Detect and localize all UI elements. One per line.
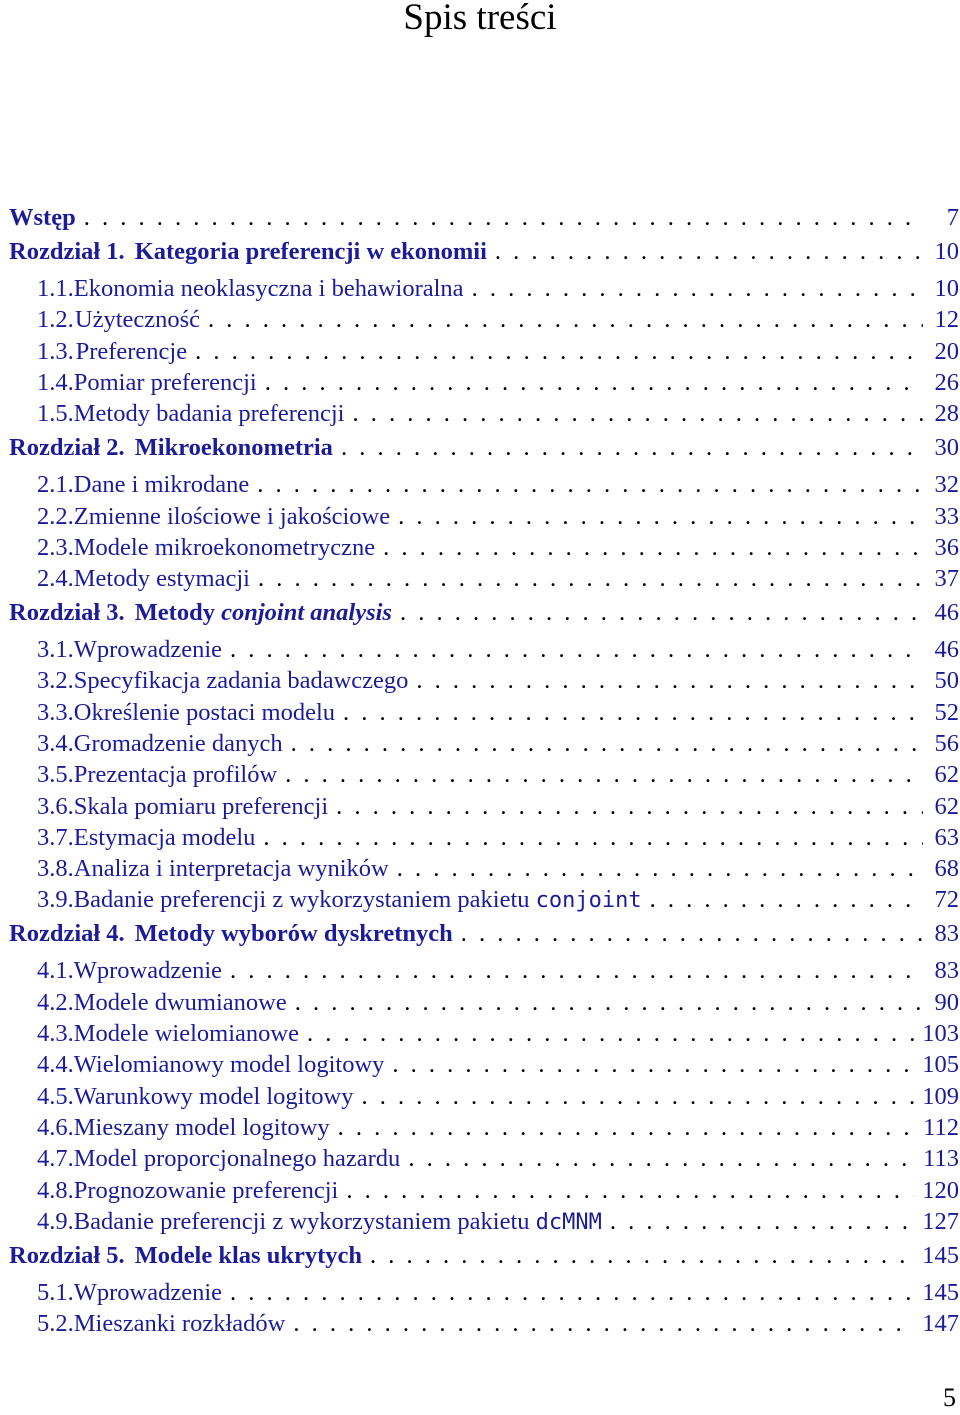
toc-entry-number: 2.2. [37,503,74,530]
toc-entry-number: 3.9. [37,886,74,913]
toc-page-number: 10 [934,238,959,265]
toc-entry-title-text: Mieszany model logitowy [73,1114,330,1141]
toc-entry-title-text: Pomiar preferencji [73,369,257,396]
toc-entry-title [74,1143,401,1174]
toc-entry-title-text: Określenie postaci modelu [73,699,336,726]
toc-page-number: 10 [934,275,959,302]
dot-leader [195,336,923,367]
toc-entry-title-text: Wprowadzenie [73,957,223,984]
toc-section-link[interactable] [9,987,959,1018]
toc-entry-number: 3.7. [37,824,74,851]
toc-section-link[interactable] [9,665,959,696]
toc-entry-title [74,987,287,1018]
toc-entry-title [74,1206,602,1238]
toc-page-number: 68 [934,855,959,882]
toc-entry-number: 4.2. [37,989,74,1016]
toc-entry-number: 2.3. [37,534,74,561]
toc-entry-title-text: Preferencje [75,338,188,365]
toc-entry-title-text: Kategoria preferencji w ekonomii [134,238,487,265]
toc-entry-title [74,501,390,532]
toc-section-link[interactable] [9,304,959,335]
toc-entry-number: 1.2. [37,306,74,333]
toc-entry-title [74,1112,330,1143]
toc-page-number: 127 [922,1208,959,1235]
toc-entry-title [135,432,333,463]
toc-section-link[interactable] [9,469,959,500]
dot-leader [408,1143,915,1174]
toc-entry-number: Rozdział 5. [9,1242,125,1269]
dot-leader [291,728,923,759]
toc-entry-title-code: dcMNM [535,1210,602,1235]
toc-entry-title [135,597,392,628]
dot-leader [338,1112,916,1143]
toc-entry-number: Rozdział 2. [9,434,125,461]
dot-leader [610,1206,914,1237]
toc-entry-title [74,665,409,696]
toc-entry-title-text: Prognozowanie preferencji [73,1177,339,1204]
toc-entry-title-text: Modele klas ukrytych [134,1242,362,1269]
toc-page-number: 63 [934,824,959,851]
dot-leader [472,273,923,304]
toc-entry-number: 4.7. [37,1145,74,1172]
toc-entry-number: 4.3. [37,1020,74,1047]
toc-entry-title [74,791,328,822]
toc-page-number: 50 [934,667,959,694]
toc-entry-title [74,1308,286,1339]
toc-entry-number: 4.8. [37,1177,74,1204]
dot-leader [400,597,923,628]
toc-entry-title-text: Mieszanki rozkładów [73,1310,286,1337]
toc-entry-title-text: Skala pomiaru preferencji [73,793,329,820]
toc-page-number: 113 [923,1145,959,1172]
dot-leader [461,918,923,949]
toc-entry-number: 4.1. [37,957,74,984]
dot-leader [495,236,923,267]
toc-section-link[interactable] [9,273,959,304]
toc-entry-title-text: Dane i mikrodane [73,471,250,498]
toc-entry-number: 3.5. [37,761,74,788]
dot-leader [362,1081,915,1112]
toc-entry-title [74,1277,222,1308]
toc-entry-title [75,304,200,335]
toc-entry-title-code: conjoint [535,888,642,913]
toc-entry-title [74,367,257,398]
toc-entry-title [74,884,642,916]
toc-section-link[interactable] [9,398,959,429]
toc-page-number: 112 [923,1114,959,1141]
toc-entry-number: 5.2. [37,1310,74,1337]
toc-page-number: 62 [934,793,959,820]
toc-entry-title-text: Wprowadzenie [73,636,223,663]
toc-entry-number: 3.8. [37,855,74,882]
toc-entry-title-text: Metody [134,599,222,626]
toc-page-number: 33 [934,503,959,530]
toc-page-number: 145 [922,1279,959,1306]
toc-section-link[interactable] [9,759,959,790]
page-number: 5 [943,1383,956,1412]
toc-section-link[interactable] [9,1175,959,1206]
toc-entry-title [74,697,335,728]
toc-section-link[interactable] [9,634,959,665]
toc-entry-number: 3.1. [37,636,74,663]
toc-entry-title-text: Modele mikroekonometryczne [73,534,376,561]
toc-entry-number: 1.1. [37,275,74,302]
toc-entry-number: 3.2. [37,667,74,694]
toc-entry-title-text: Estymacja modelu [73,824,256,851]
dot-leader [285,759,923,790]
toc-page-number: 147 [922,1310,959,1337]
toc-entry-title [9,202,76,233]
toc-section-link[interactable] [9,532,959,563]
dot-leader [397,853,923,884]
dot-leader [398,501,923,532]
toc-chapter-link[interactable] [9,202,959,233]
toc-page-number: 83 [934,957,959,984]
toc-page-number: 28 [934,400,959,427]
toc-entry-title-text: Użyteczność [74,306,201,333]
toc-entry-number: 1.3. [37,338,74,365]
toc-entry-number: Rozdział 4. [9,920,125,947]
toc-section-link[interactable] [9,728,959,759]
toc-chapter-link[interactable] [9,597,959,628]
toc-entry-title [74,1081,354,1112]
toc-section-link[interactable] [9,367,959,398]
toc-entry-title-text: Analiza i interpretacja wyników [73,855,389,882]
dot-leader [370,1240,914,1271]
toc-entry-title [74,728,283,759]
toc-section-link[interactable] [9,563,959,594]
toc-page-number: 109 [922,1083,959,1110]
toc-entry-title-text: Metody estymacji [73,565,250,592]
toc-entry-number: 5.1. [37,1279,74,1306]
dot-leader [343,697,923,728]
toc-section-link[interactable] [9,1018,959,1049]
dot-leader [230,634,923,665]
toc-page-number: 20 [934,338,959,365]
toc-entry-title-text: Wstęp [9,204,76,231]
toc-entry-title [74,1049,385,1080]
toc-entry-title [74,759,277,790]
toc-page-number: 46 [934,636,959,663]
toc-entry-title-text: Modele dwumianowe [73,989,287,1016]
dot-leader [650,884,923,915]
toc-page-number: 83 [934,920,959,947]
toc-page-number: 56 [934,730,959,757]
toc-page-number: 30 [934,434,959,461]
toc-entry-title-italic: conjoint analysis [221,599,392,626]
toc-section-link[interactable] [9,501,959,532]
dot-leader [383,532,923,563]
toc-entry-title [74,822,256,853]
toc-section-link[interactable] [9,884,959,915]
dot-leader [392,1049,914,1080]
toc-entry-number: Rozdział 3. [9,599,125,626]
toc-entry-number: 4.9. [37,1208,74,1235]
dot-leader [230,1277,914,1308]
dot-leader [293,1308,914,1339]
toc-entry-title-text: Specyfikacja zadania badawczego [73,667,409,694]
toc-page-number: 103 [922,1020,959,1047]
toc-entry-number: 4.4. [37,1051,74,1078]
toc-section-link[interactable] [9,1308,959,1339]
toc-page-number: 46 [934,599,959,626]
toc-chapter-link[interactable] [9,918,959,949]
dot-leader [307,1018,914,1049]
toc-section-link[interactable] [9,853,959,884]
toc-entry-title-text: Metody wyborów dyskretnych [134,920,453,947]
toc-section-link[interactable] [9,1277,959,1308]
toc-entry-title [135,236,487,267]
toc-section-link[interactable] [9,1081,959,1112]
toc-page-number: 90 [934,989,959,1016]
toc-entry-title [74,273,464,304]
toc-entry-title-text: Wprowadzenie [73,1279,223,1306]
toc-entry-title-text: Badanie preferencji z wykorzystaniem pakietu [73,886,536,913]
toc-entry-number: 3.4. [37,730,74,757]
toc-section-link[interactable] [9,1143,959,1174]
toc-page-number: 105 [922,1051,959,1078]
toc-section-link[interactable] [9,822,959,853]
toc-page-number: 37 [934,565,959,592]
dot-leader [257,469,923,500]
toc-page-number: 32 [934,471,959,498]
toc-section-link[interactable] [9,1206,959,1237]
toc-entry-title-text: Wielomianowy model logitowy [73,1051,385,1078]
toc-entry-title [74,1175,339,1206]
toc-entry-title [74,469,250,500]
toc-entry-title-text: Prezentacja profilów [73,761,278,788]
toc-entry-title-text: Zmienne ilościowe i jakościowe [73,503,391,530]
toc-entry-number: 2.1. [37,471,74,498]
toc-entry-title [76,336,188,367]
toc-entry-title [74,563,250,594]
page-title: Spis treści [403,0,557,38]
toc-chapter-link[interactable] [9,236,959,267]
toc-section-link[interactable] [9,1112,959,1143]
toc-entry-title-text: Gromadzenie danych [73,730,283,757]
toc-entry-title-text: Mikroekonometria [134,434,333,461]
toc-page-number: 120 [922,1177,959,1204]
toc-entry-number: 1.4. [37,369,74,396]
dot-leader [208,304,923,335]
toc-chapter-link[interactable] [9,1240,959,1271]
toc-page-number: 36 [934,534,959,561]
toc-entry-title-text: Metody badania preferencji [73,400,345,427]
toc-entry-number: 3.3. [37,699,74,726]
toc-page-number: 52 [934,699,959,726]
dot-leader [341,432,923,463]
toc-section-link[interactable] [9,955,959,986]
toc-entry-title-text: Ekonomia neoklasyczna i behawioralna [73,275,464,302]
toc-entry-title [74,634,222,665]
toc-entry-number: 4.6. [37,1114,74,1141]
toc-page-number: 7 [946,204,959,231]
toc-entry-title-text: Model proporcjonalnego hazardu [73,1145,401,1172]
toc-section-link[interactable] [9,336,959,367]
toc-section-link[interactable] [9,697,959,728]
toc-entry-title-text: Modele wielomianowe [73,1020,299,1047]
toc-entry-title-text: Badanie preferencji z wykorzystaniem pakietu [73,1208,536,1235]
toc-page-number: 145 [922,1242,959,1269]
toc-section-link[interactable] [9,1049,959,1080]
dot-leader [352,398,923,429]
toc-entry-title [74,532,375,563]
dot-leader [295,987,923,1018]
toc-entry-title [135,918,453,949]
toc-chapter-link[interactable] [9,432,959,463]
toc-page-number: 26 [934,369,959,396]
toc-page-number: 72 [934,886,959,913]
toc-entry-number: 1.5. [37,400,74,427]
dot-leader [263,822,923,853]
toc-entry-number: 2.4. [37,565,74,592]
toc-page-number: 62 [934,761,959,788]
dot-leader [416,665,923,696]
toc-page-number: 12 [934,306,959,333]
toc-entry-title [74,1018,299,1049]
dot-leader [346,1175,914,1206]
toc-entry-number: Rozdział 1. [9,238,125,265]
dot-leader [230,955,923,986]
toc-entry-title [74,398,345,429]
dot-leader [258,563,923,594]
toc-entry-title-text: Warunkowy model logitowy [73,1083,354,1110]
toc-entry-number: 4.5. [37,1083,74,1110]
dot-leader [336,791,923,822]
toc-section-link[interactable] [9,791,959,822]
dot-leader [84,202,923,233]
toc-entry-title [135,1240,362,1271]
toc-entry-title [74,955,222,986]
toc-entry-number: 3.6. [37,793,74,820]
dot-leader [265,367,923,398]
toc-entry-title [74,853,389,884]
